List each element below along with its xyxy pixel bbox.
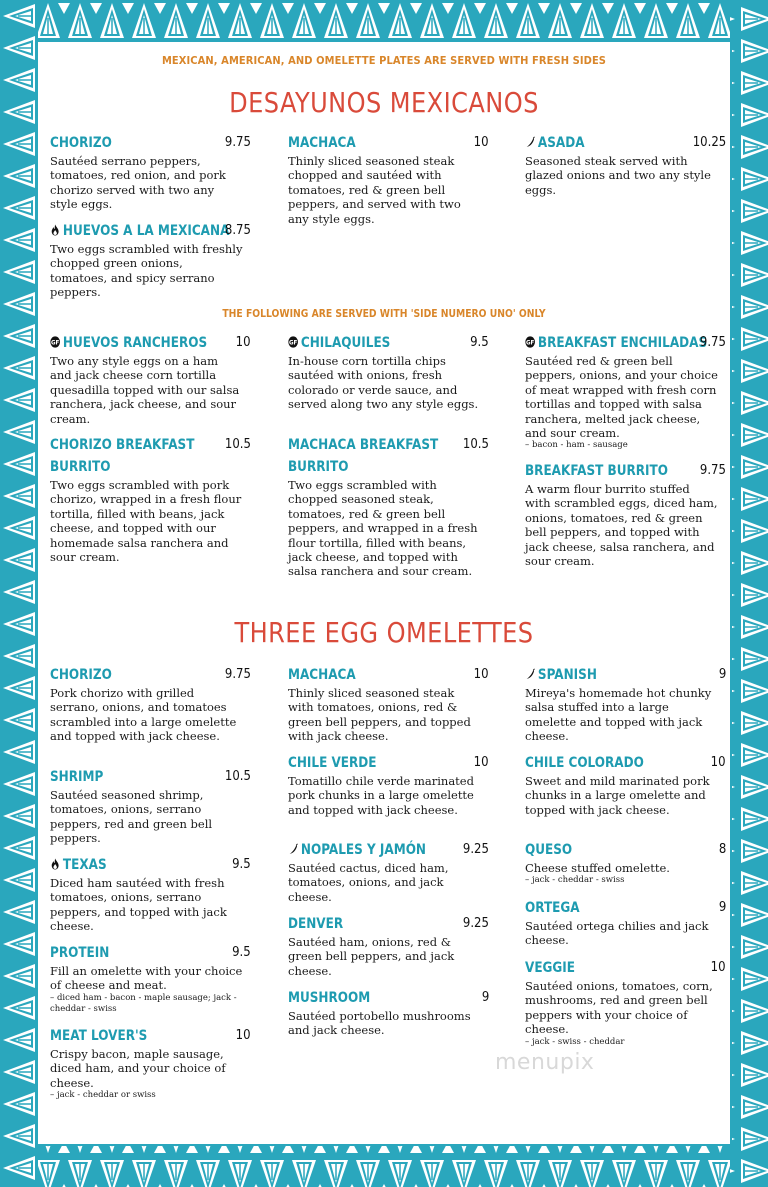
menu-item-description: Sautéed ortega chilies and jack cheese. (525, 919, 709, 948)
menu-item-description: Thinly sliced seasoned steak with tomatoes, onions, red & green bell peppers, and topped with jack cheese. (288, 686, 471, 744)
section-title-desayunos: DESAYUNOS MEXICANOS (229, 86, 539, 119)
menu-item-price: 9.75 (224, 135, 251, 150)
menu-item-header (50, 220, 251, 242)
menu-item-header (525, 839, 726, 861)
menu-item-header (50, 766, 251, 788)
menu-item-name (50, 434, 209, 478)
menu-item (525, 132, 726, 197)
menu-item-header (525, 957, 726, 979)
menu-item-header (50, 434, 251, 478)
menu-item-description: Sautéed serrano peppers, tomatoes, red onion, and pork chorizo served with two any style eggs. (50, 154, 226, 212)
menu-item-name-text: MACHACA BREAKFAST BURRITO (288, 437, 439, 475)
menu-item-name-text: MEAT LOVER'S (50, 1028, 148, 1044)
menu-item (525, 332, 726, 451)
chili-icon (288, 842, 301, 858)
menu-item-name (288, 332, 390, 354)
menu-item-name (288, 752, 377, 774)
menu-item-header (288, 132, 489, 154)
menu-item-name-text: CHORIZO (50, 135, 112, 151)
menu-item-name (525, 460, 668, 482)
menu-item-description: Sautéed onions, tomatoes, corn, mushrooms, red and green bell peppers with your choice of cheese. (525, 979, 713, 1037)
menu-item-price: 10.5 (462, 437, 489, 452)
menu-item (50, 766, 251, 846)
menu-item-name-text: CHORIZO (50, 667, 112, 683)
svg-text:GF: GF (288, 339, 298, 347)
menu-item-price: 10 (474, 135, 489, 150)
svg-text:GF: GF (525, 339, 535, 347)
menu-item-header (525, 132, 726, 154)
menu-item-description: Two eggs scrambled with freshly chopped green onions, tomatoes, and spicy serrano peppers. (50, 242, 243, 300)
menu-item-description: Mireya's homemade hot chunky salsa stuffed into a large omelette and topped with jack cheese. (525, 686, 712, 744)
menu-item-price: 10 (711, 755, 726, 770)
menu-item-header (288, 839, 489, 861)
menu-item-price: 9 (481, 990, 489, 1005)
menu-item-name-text: QUESO (525, 842, 573, 858)
menu-item-name-text: CHILE COLORADO (525, 755, 644, 771)
menu-item-name (525, 332, 707, 354)
menu-item-name-text: HUEVOS RANCHEROS (62, 335, 208, 351)
menu-item (50, 664, 251, 744)
menu-item-header (288, 664, 489, 686)
menu-item-options: – bacon - ham - sausage (525, 440, 628, 451)
menu-item-header (288, 434, 489, 478)
menu-item-name-text: TEXAS (62, 857, 107, 873)
menu-item-price: 10.25 (692, 135, 726, 150)
menu-item-name-text: HUEVOS A LA MEXICANA (62, 223, 230, 239)
menu-item-description: Sautéed red & green bell peppers, onions, and your choice of meat wrapped with fresh corn tortillas and topped with salsa ranchera, melted jack cheese, and sour cream. (525, 354, 718, 441)
menu-item (525, 460, 726, 568)
menu-item (288, 987, 489, 1038)
menu-item-description: Sautéed seasoned shrimp, tomatoes, onions, serrano peppers, red and green bell peppers. (50, 788, 213, 846)
menu-item-price: 8.75 (224, 223, 251, 238)
menu-item-options: – jack - swiss - cheddar (525, 1036, 625, 1047)
menu-item-description: Two eggs scrambled with chopped seasoned steak, tomatoes, red & green bell peppers, and wrapped in a fresh flour tortilla, filled with beans, jack cheese, and topped with salsa ranchera and sour cream. (288, 478, 478, 579)
menu-item-price: 9.25 (462, 916, 489, 931)
menu-item-name (525, 957, 575, 979)
menu-item (525, 897, 726, 948)
menu-item-name (288, 839, 426, 861)
menu-item-name-text: MUSHROOM (288, 990, 371, 1006)
menu-item-description: Two any style eggs on a ham and jack cheese corn tortilla quesadilla topped with our salsa ranchera, jack cheese, and sour cream. (50, 354, 240, 426)
menu-item (50, 942, 251, 1015)
menu-item-description: Sautéed cactus, diced ham, tomatoes, onions, and jack cheese. (288, 861, 449, 904)
menu-item-price: 9.5 (232, 857, 251, 872)
menu-item-description: Sweet and mild marinated pork chunks in a large omelette and topped with jack cheese. (525, 774, 710, 817)
menu-item-name-text: SPANISH (537, 667, 597, 683)
menu-item-name-text: CHILE VERDE (288, 755, 377, 771)
menu-item-name (525, 664, 597, 686)
menu-item-price: 9 (718, 900, 726, 915)
menu-item-name-text: VEGGIE (525, 960, 576, 976)
menu-item-description: Sautéed portobello mushrooms and jack cheese. (288, 1009, 471, 1038)
menu-item-options: – jack - cheddar - swiss (525, 875, 625, 886)
menu-item (50, 132, 251, 212)
menu-item-description: Cheese stuffed omelette. (525, 861, 670, 875)
menu-item-name-text: BREAKFAST ENCHILADAS (537, 335, 708, 351)
menu-item-name (50, 332, 207, 354)
menu-item-name (50, 664, 112, 686)
menu-item-description: Crispy bacon, maple sausage, diced ham, and your choice of cheese. (50, 1047, 226, 1090)
menu-item-name-text: PROTEIN (50, 945, 110, 961)
menu-item-description: Pork chorizo with grilled serrano, onions, and tomatoes scrambled into a large omelette and topped with jack cheese. (50, 686, 237, 744)
menu-item-name (50, 942, 109, 964)
menu-item (288, 752, 489, 817)
menu-item-name-text: MACHACA (288, 135, 356, 151)
menu-item (525, 957, 726, 1048)
menu-page (38, 42, 730, 1144)
menu-item-name-text: DENVER (288, 916, 344, 932)
menu-item-price: 9 (718, 667, 726, 682)
menu-item-name-text: SHRIMP (50, 769, 104, 785)
gluten-free-icon (525, 335, 538, 351)
menu-item-description: In-house corn tortilla chips sautéed with onions, fresh colorado or verde sauce, and served along two any style eggs. (288, 354, 479, 412)
flame-icon (50, 223, 63, 239)
menu-item-name-text: ASADA (537, 135, 585, 151)
menu-item (50, 1025, 251, 1101)
menu-item (288, 332, 489, 412)
menu-item (288, 132, 489, 226)
menu-item-price: 9.25 (462, 842, 489, 857)
menu-item-header (288, 752, 489, 774)
menu-item-header (288, 987, 489, 1009)
menu-item (50, 220, 251, 300)
menu-item-name (50, 132, 112, 154)
menu-item-header (50, 332, 251, 354)
menu-item-description: Fill an omelette with your choice of cheese and meat. (50, 964, 243, 993)
menu-item-header (50, 942, 251, 964)
menu-item-name (288, 987, 370, 1009)
menu-item-price: 10 (474, 755, 489, 770)
menu-item-name-text: MACHACA (288, 667, 356, 683)
menu-item-description: Two eggs scrambled with pork chorizo, wrapped in a fresh flour tortilla, filled with beans, jack cheese, and topped with our homemade salsa ranchera and sour cream. (50, 478, 242, 565)
menu-item-header (50, 1025, 251, 1047)
svg-text:GF: GF (50, 339, 60, 347)
menu-item-description: Sautéed ham, onions, red & green bell peppers, and jack cheese. (288, 935, 455, 978)
menu-item-price: 9.75 (699, 463, 726, 478)
menu-item-price: 10 (474, 667, 489, 682)
menu-item-description: Thinly sliced seasoned steak chopped and sautéed with tomatoes, red & green bell peppers, and served with two any style eggs. (288, 154, 461, 226)
menu-item (525, 752, 726, 817)
menu-item (525, 839, 726, 886)
menu-item-name (288, 132, 356, 154)
section-title-omelettes: THREE EGG OMELETTES (234, 616, 534, 649)
menu-item-header (525, 460, 726, 482)
side-numero-uno-note: THE FOLLOWING ARE SERVED WITH 'SIDE NUMERO UNO' ONLY (222, 308, 546, 320)
menu-item-name-text: NOPALES Y JAMÓN (300, 842, 427, 858)
menu-item-description: Seasoned steak served with glazed onions and two any style eggs. (525, 154, 711, 197)
menu-item-header (50, 664, 251, 686)
menu-item-name (50, 766, 103, 788)
menu-item-name (50, 1025, 147, 1047)
menu-item (288, 664, 489, 744)
menu-item (288, 913, 489, 978)
menu-item-options: – jack - cheddar or swiss (50, 1090, 156, 1101)
sides-note: MEXICAN, AMERICAN, AND OMELETTE PLATES ARE SERVED WITH FRESH SIDES (161, 54, 607, 67)
gluten-free-icon (288, 335, 301, 351)
menu-item-name (288, 664, 356, 686)
menu-item-description: Tomatillo chile verde marinated pork chunks in a large omelette and topped with jack cheese. (288, 774, 474, 817)
menu-item-description: A warm flour burrito stuffed with scrambled eggs, diced ham, onions, tomatoes, red & green bell peppers, and topped with jack cheese, salsa ranchera, and sour cream. (525, 482, 718, 569)
menu-item-header (50, 854, 251, 876)
menu-item-header (525, 752, 726, 774)
menu-item-header (525, 332, 726, 354)
menu-item-name-text: ORTEGA (525, 900, 580, 916)
menu-item-name-text: BREAKFAST BURRITO (525, 463, 668, 479)
chili-icon (525, 135, 538, 151)
menu-item (50, 332, 251, 426)
menu-item-name-text: CHILAQUILES (300, 335, 391, 351)
menu-item-name (50, 220, 229, 242)
menu-item-name (525, 839, 572, 861)
menu-item-price: 10 (711, 960, 726, 975)
gluten-free-icon (50, 335, 63, 351)
menu-item-price: 9.75 (224, 667, 251, 682)
menu-item-description: Diced ham sautéed with fresh tomatoes, onions, serrano peppers, and topped with jack cheese. (50, 876, 227, 934)
menu-item-options: – diced ham - bacon - maple sausage; jack - cheddar - swiss (50, 992, 237, 1014)
menu-item (50, 434, 251, 564)
menu-item-name (525, 897, 580, 919)
menu-item-name (50, 854, 107, 876)
menu-item-header (50, 132, 251, 154)
menu-item-name (525, 132, 585, 154)
menu-item-price: 8 (718, 842, 726, 857)
menu-item-name-text: CHORIZO BREAKFAST BURRITO (50, 437, 195, 475)
flame-icon (50, 857, 63, 873)
menu-item-price: 9.75 (699, 335, 726, 350)
menu-item-price: 10.5 (224, 769, 251, 784)
menu-item-name (288, 913, 343, 935)
menu-item (288, 839, 489, 904)
menu-item (288, 434, 489, 579)
menu-item (525, 664, 726, 744)
menu-item-name (525, 752, 644, 774)
watermark-logo: menupix (495, 1050, 595, 1075)
menu-item-header (288, 332, 489, 354)
chili-icon (525, 667, 538, 683)
menu-item-price: 10.5 (224, 437, 251, 452)
menu-item-header (525, 897, 726, 919)
menu-item-name (288, 434, 447, 478)
menu-item-price: 10 (236, 1028, 251, 1043)
menu-item-header (288, 913, 489, 935)
menu-item-price: 9.5 (470, 335, 489, 350)
menu-item (50, 854, 251, 934)
menu-item-price: 9.5 (232, 945, 251, 960)
menu-item-price: 10 (236, 335, 251, 350)
menu-item-header (525, 664, 726, 686)
